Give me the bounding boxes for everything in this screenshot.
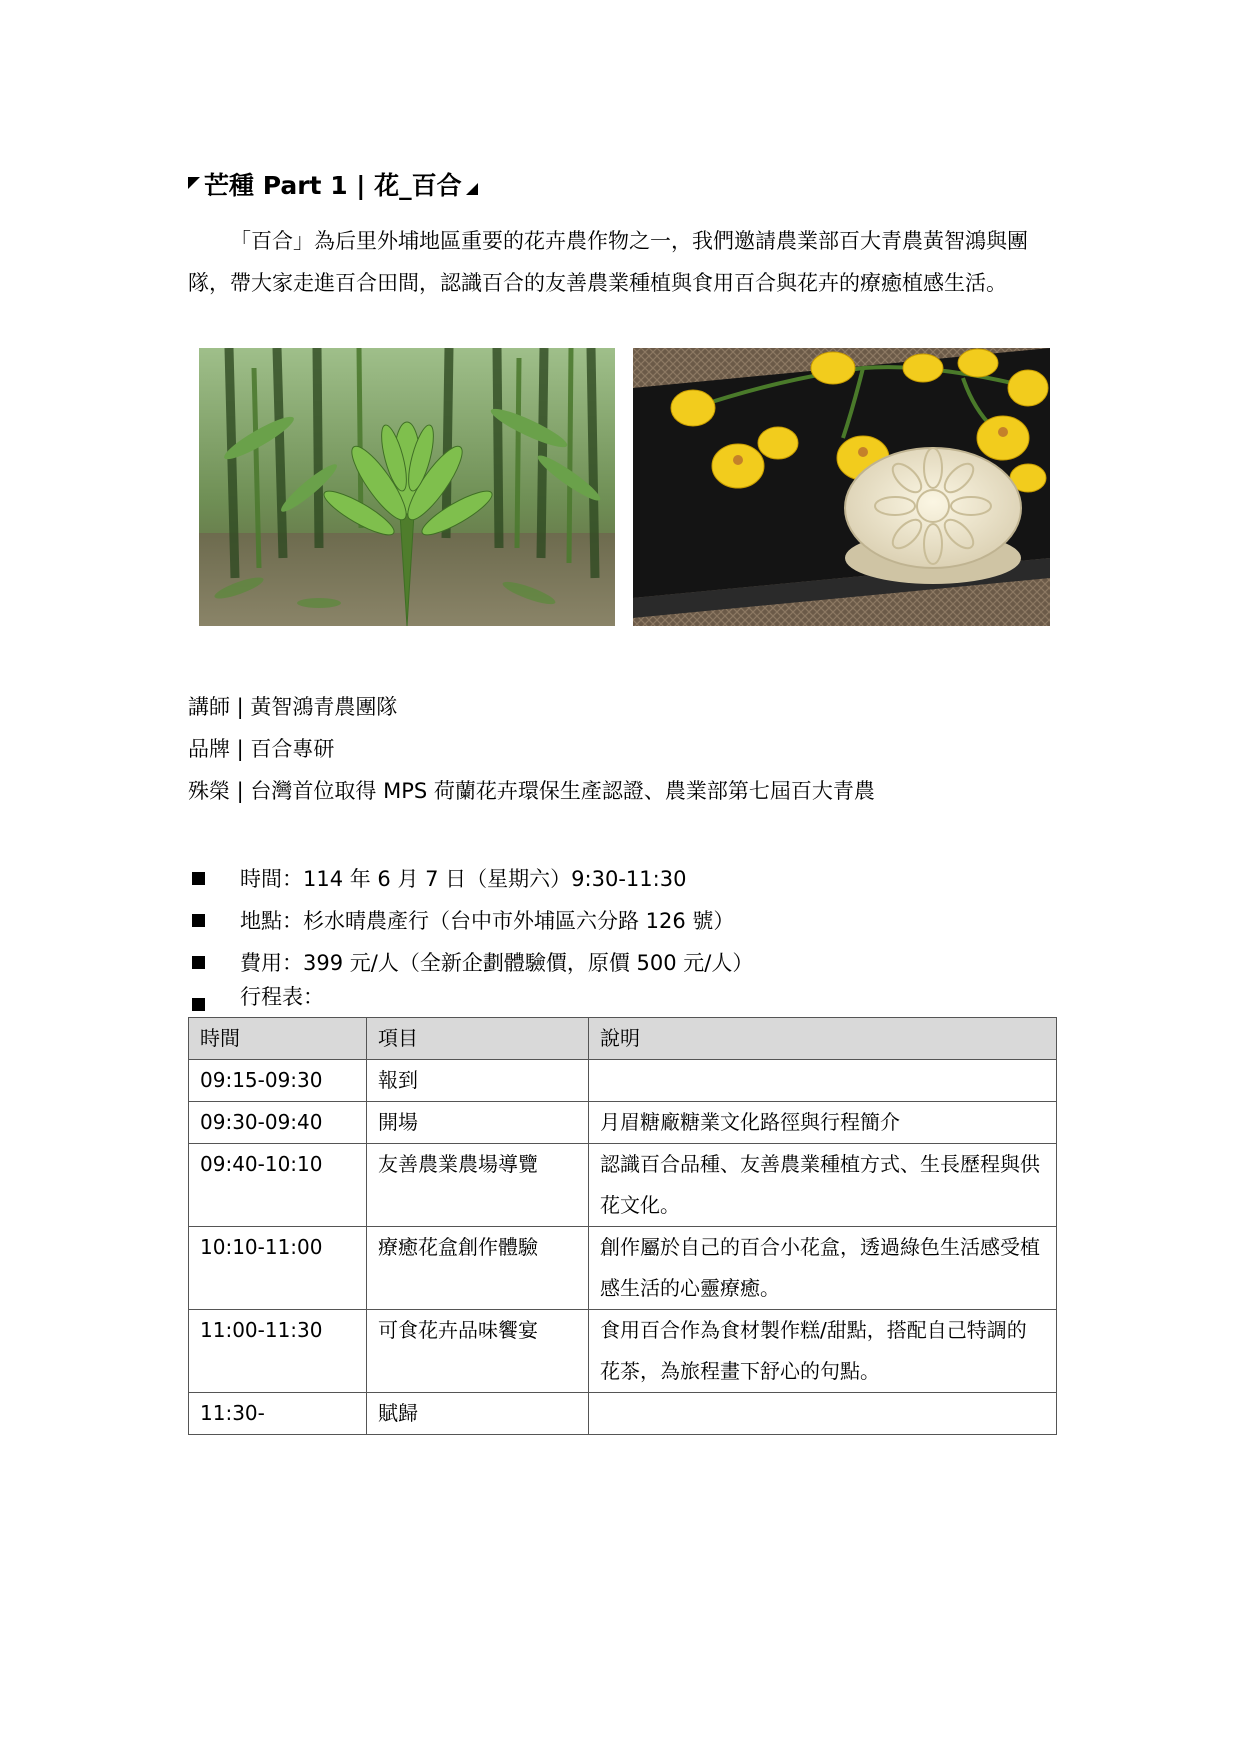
- table-row: [189, 1310, 1057, 1393]
- triangle-marker-icon: [188, 177, 200, 189]
- column-header: 時間: [189, 1018, 367, 1060]
- table-cell-item: 報到: [367, 1060, 589, 1102]
- lily-pastry-with-yellow-orchids-photo: [633, 348, 1050, 626]
- brand-line: 品牌 | 百合專研: [188, 737, 335, 761]
- event-location: 地點：杉水晴農產行（台中市外埔區六分路 126 號）: [240, 909, 735, 933]
- square-bullet-icon: [192, 914, 205, 927]
- table-row: [189, 1102, 1057, 1144]
- square-bullet-icon: [192, 998, 205, 1011]
- table-cell-time: 09:15-09:30: [189, 1060, 367, 1102]
- square-bullet-icon: [192, 872, 205, 885]
- table-row: [189, 1060, 1057, 1102]
- table-header-row: [189, 1018, 1057, 1060]
- table-cell-item: 賦歸: [367, 1393, 589, 1435]
- table-cell-time: 09:40-10:10: [189, 1144, 367, 1227]
- heading-text: 芒種 Part 1 | 花_百合: [204, 171, 462, 200]
- table-cell-item: 可食花卉品味饗宴: [367, 1310, 589, 1393]
- column-header: 說明: [589, 1018, 1057, 1060]
- lecturer-line: 講師 | 黃智鴻青農團隊: [188, 695, 398, 719]
- table-cell-time: 09:30-09:40: [189, 1102, 367, 1144]
- section-heading: [188, 168, 478, 204]
- square-bullet-icon: [192, 956, 205, 969]
- table-cell-description: 創作屬於自己的百合小花盒，透過綠色生活感受植感生活的心靈療癒。: [589, 1227, 1057, 1310]
- table-row: [189, 1144, 1057, 1227]
- table-cell-description: 食用百合作為食材製作糕/甜點，搭配自己特調的花茶，為旅程畫下舒心的句點。: [589, 1310, 1057, 1393]
- table-cell-time: 11:00-11:30: [189, 1310, 367, 1393]
- table-cell-description: [589, 1393, 1057, 1435]
- table-cell-item: 療癒花盒創作體驗: [367, 1227, 589, 1310]
- table-cell-item: 友善農業農場導覽: [367, 1144, 589, 1227]
- triangle-marker-icon: [466, 183, 478, 195]
- event-fee: 費用：399 元/人（全新企劃體驗價，原價 500 元/人）: [240, 951, 754, 975]
- table-cell-description: 認識百合品種、友善農業種植方式、生長歷程與供花文化。: [589, 1144, 1057, 1227]
- honor-line: 殊榮 | 台灣首位取得 MPS 荷蘭花卉環保生產認證、農業部第七屆百大青農: [188, 779, 875, 803]
- table-cell-item: 開場: [367, 1102, 589, 1144]
- table-row: [189, 1393, 1057, 1435]
- schedule-table: [188, 1017, 1057, 1435]
- column-header: 項目: [367, 1018, 589, 1060]
- table-cell-time: 10:10-11:00: [189, 1227, 367, 1310]
- schedule-label: 行程表：: [240, 985, 324, 1009]
- table-cell-description: [589, 1060, 1057, 1102]
- table-cell-description: 月眉糖廠糖業文化路徑與行程簡介: [589, 1102, 1057, 1144]
- event-time: 時間：114 年 6 月 7 日（星期六）9:30-11:30: [240, 867, 687, 891]
- intro-paragraph: 「百合」為后里外埔地區重要的花卉農作物之一，我們邀請農業部百大青農黃智鴻與團隊，帶大家走進百合田間，認識百合的友善農業種植與食用百合與花卉的療癒植感生活。: [188, 229, 1028, 295]
- lily-seedlings-field-photo: [199, 348, 615, 626]
- table-row: [189, 1227, 1057, 1310]
- table-cell-time: 11:30-: [189, 1393, 367, 1435]
